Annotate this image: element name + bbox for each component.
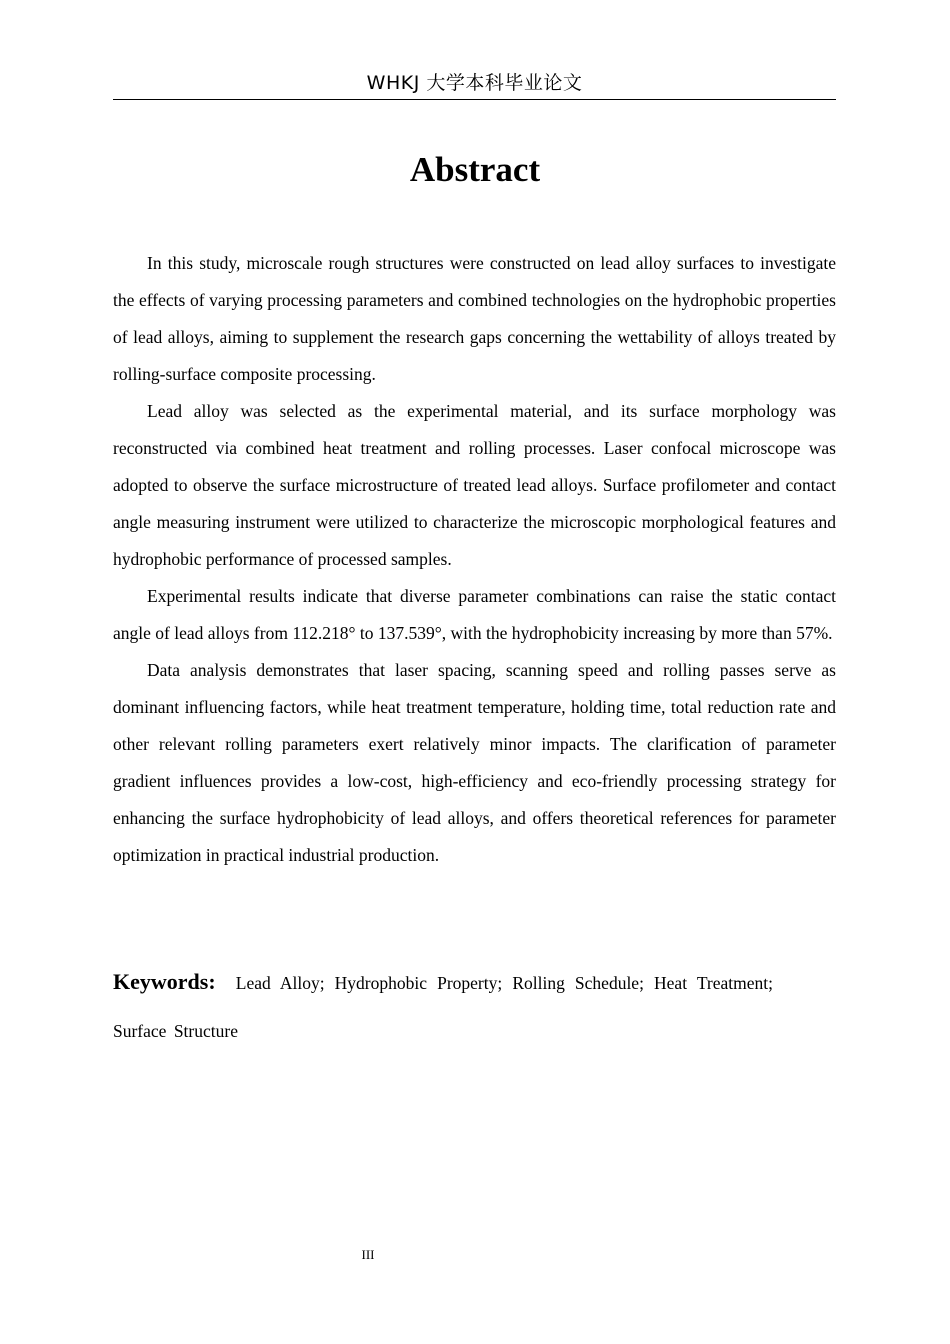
keywords-label: Keywords: — [113, 969, 216, 994]
keywords-section — [113, 958, 773, 1055]
abstract-body — [113, 245, 836, 874]
abstract-paragraph-2: Lead alloy was selected as the experimental material, and its surface morphology was reconstructed via combined heat treatment and rolling processes. Laser confocal microscope was adopted to observe the surface microstructure of treated lead alloys. Surface profilometer and contact angle measuring instrument were utilized to characterize the microscopic morphological features and hydrophobic performance of processed samples. — [113, 401, 836, 569]
page-number: III — [361, 1247, 375, 1262]
abstract-paragraph-4: Data analysis demonstrates that laser spacing, scanning speed and rolling passes serve as dominant influencing factors, while heat treatment temperature, holding time, total reduction rate and other relevant rolling parameters exert relatively minor impacts. The clarification of parameter gradient influences provides a low-cost, high-efficiency and eco-friendly processing strategy for enhancing the surface hydrophobicity of lead alloys, and offers theoretical references for parameter optimization in practical industrial production. — [113, 660, 836, 865]
abstract-paragraph-3: Experimental results indicate that diverse parameter combinations can raise the static contact angle of lead alloys from 112.218° to 137.539°, with the hydrophobicity increasing by more than 57%. — [113, 586, 836, 643]
running-header — [113, 70, 836, 100]
abstract-paragraph-1: In this study, microscale rough structures were constructed on lead alloy surfaces to investigate the effects of varying processing parameters and combined technologies on the hydrophobic properties of lead alloys, aiming to supplement the research gaps concerning the wettability of alloys treated by rolling-surface composite processing. — [113, 253, 836, 384]
keywords-list: Lead Alloy; Hydrophobic Property; Rolling Schedule; Heat Treatment; Surface Structure — [113, 973, 773, 1041]
abstract-title: Abstract — [409, 150, 541, 189]
running-header-text: WHKJ 大学本科毕业论文 — [366, 72, 583, 94]
